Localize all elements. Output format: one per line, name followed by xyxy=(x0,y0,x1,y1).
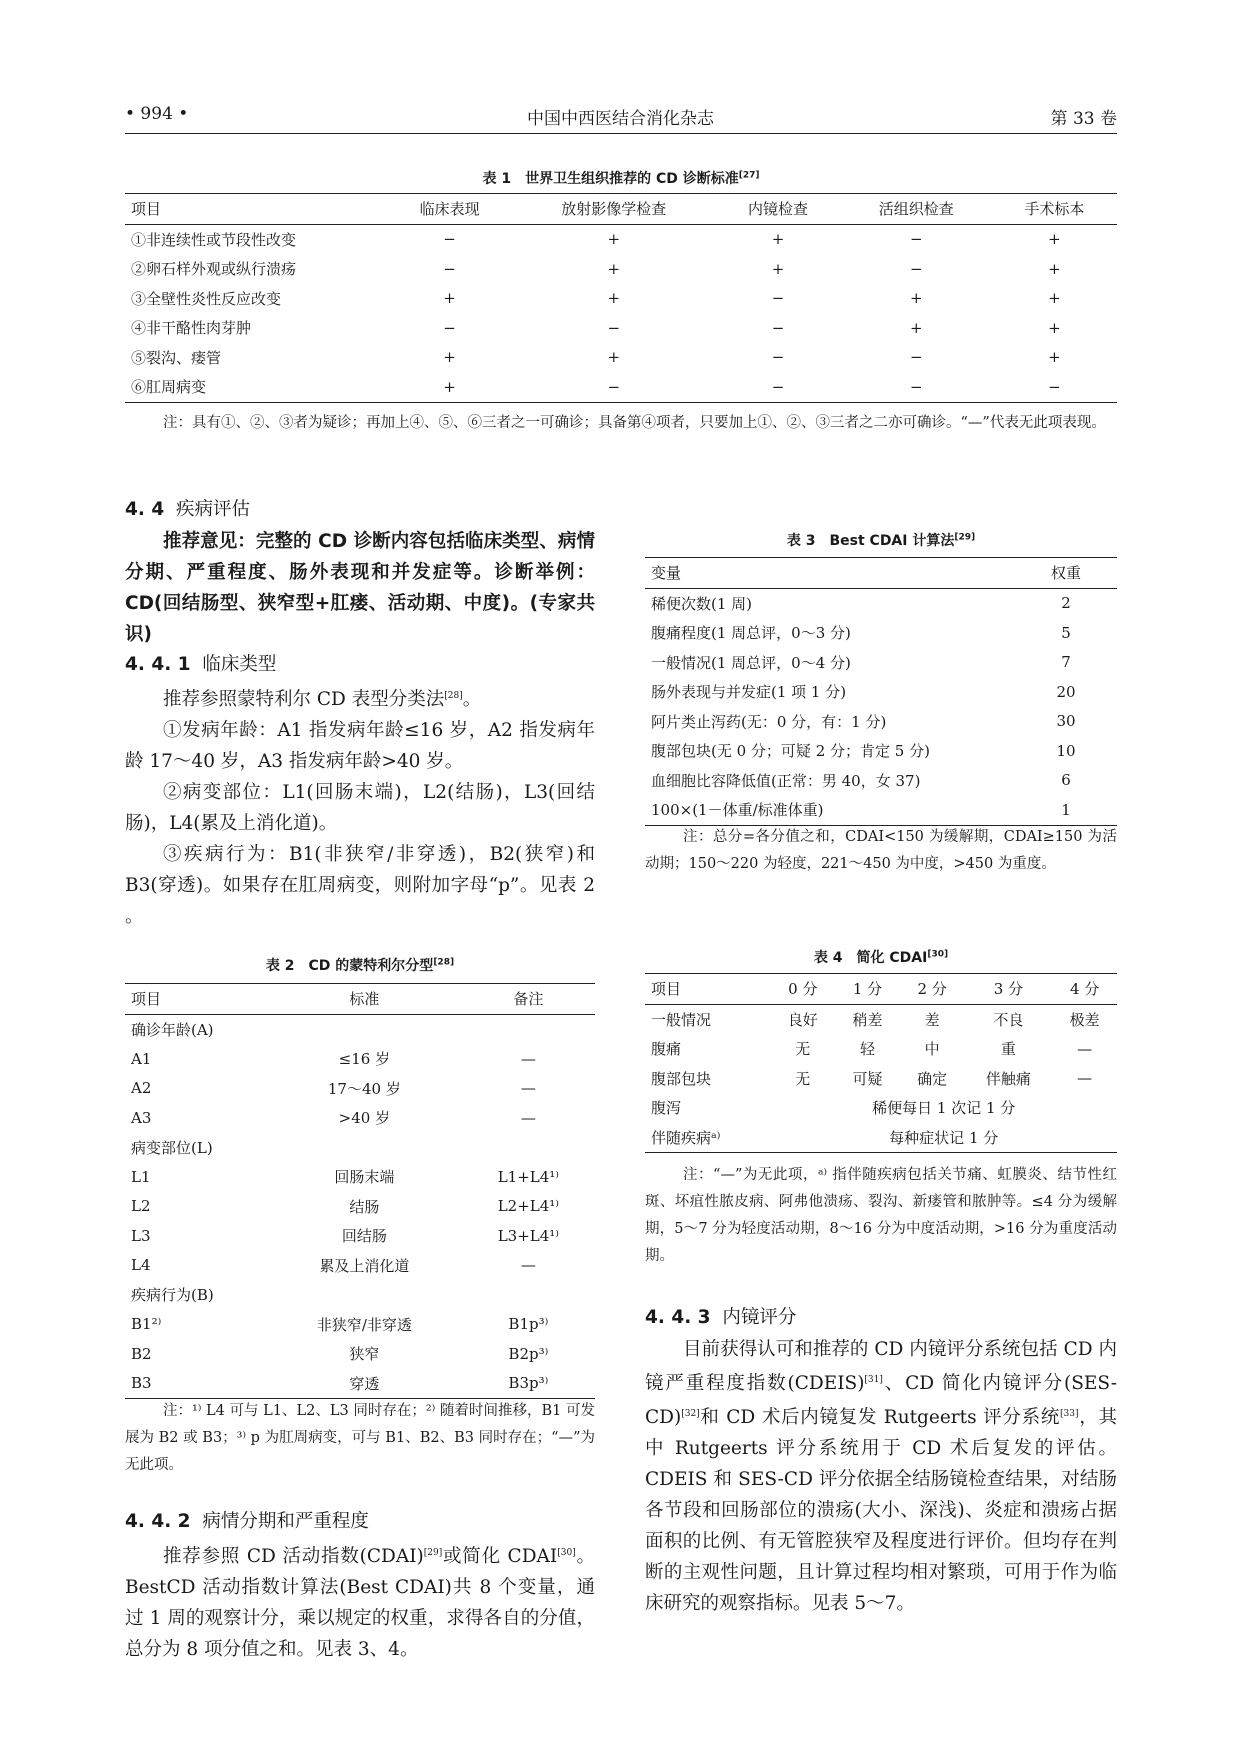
table-cell: 确定 xyxy=(917,1069,948,1088)
table-cell: − xyxy=(771,318,785,337)
table-cell: 疾病行为(B) xyxy=(131,1286,214,1305)
column-header: 标准 xyxy=(267,984,462,1015)
table-cell: — xyxy=(520,1256,536,1275)
column-header: 活组织检查 xyxy=(841,194,992,225)
table-cell: 稀便每日 1 次记 1 分 xyxy=(872,1099,1016,1118)
table-row xyxy=(645,1123,1117,1153)
table-row xyxy=(125,343,1117,373)
table-cell: 腹泻 xyxy=(651,1099,682,1118)
table-cell: − xyxy=(841,372,992,402)
section-4-4-1-body: 推荐参照蒙特利尔 CD 表型分类法[28]。 ①发病年龄：A1 指发病年龄≤16 岁，A2 指发病年龄 17～40 岁，A3 指发病年龄>40 岁。 ②病变部位：L1(回肠末端)，L2(结肠)，L3(回结肠)，L4(累及上消化道)。 ③疾病行为：B1(非狭窄/非穿透)，B2(狭窄)和 B3(穿透)。如果存在肛周病变，则附加字母“p”。见表 2 。 xyxy=(125,689,595,928)
table-row xyxy=(125,284,1117,314)
table-row xyxy=(645,766,1117,796)
table-row xyxy=(125,1192,595,1222)
table-cell: − xyxy=(607,318,621,337)
table-cell: 肠外表现与并发症(1 项 1 分) xyxy=(651,683,847,702)
table-cell: L3+L4¹⁾ xyxy=(497,1226,559,1245)
table-row xyxy=(645,795,1117,825)
table-row xyxy=(645,1064,1117,1094)
table-row xyxy=(645,1093,1117,1123)
table-cell: 17～40 岁 xyxy=(327,1079,401,1098)
table-cell: ⑥肛周病变 xyxy=(125,372,387,402)
table-cell: 无 xyxy=(795,1040,811,1059)
table-row xyxy=(125,1280,595,1310)
table-cell: 重 xyxy=(1000,1040,1016,1059)
table-cell: — xyxy=(520,1108,536,1127)
column-header: 1 分 xyxy=(835,974,900,1005)
table-cell: ≤16 岁 xyxy=(338,1050,391,1069)
table3 xyxy=(645,557,1117,826)
table-cell: 伴随疾病ᵃ⁾ xyxy=(645,1123,770,1153)
table-row xyxy=(125,1103,595,1133)
column-header: 变量 xyxy=(645,558,1015,589)
table-cell: + xyxy=(607,230,621,249)
header-rule xyxy=(125,133,1117,134)
table-cell: 阿片类止泻药(无：0 分，有：1 分) xyxy=(651,712,887,731)
column-header: 4 分 xyxy=(1052,974,1117,1005)
table-cell: − xyxy=(992,372,1117,402)
table-cell: + xyxy=(443,348,456,367)
table-cell: − xyxy=(771,289,785,308)
section-4-4-2-heading: 4. 4. 2 病情分期和严重程度 xyxy=(125,1511,369,1532)
table-cell: A3 xyxy=(131,1108,152,1127)
journal-title: 中国中西医结合消化杂志 xyxy=(527,109,714,129)
table-cell xyxy=(462,1014,595,1044)
table-row xyxy=(125,1221,595,1251)
table-cell: 轻 xyxy=(859,1040,875,1059)
table-cell: A2 xyxy=(131,1079,152,1098)
table-header-row xyxy=(125,194,1117,225)
table-cell: 20 xyxy=(1056,682,1076,701)
table-cell: B3 xyxy=(125,1369,267,1399)
table-row xyxy=(125,1369,595,1399)
table-cell: + xyxy=(607,289,621,308)
table-cell: 7 xyxy=(1061,653,1071,672)
table-cell: 1 xyxy=(1015,795,1117,825)
table-cell: 一般情况(1 周总评，0～4 分) xyxy=(651,653,851,672)
table-cell: 一般情况 xyxy=(651,1010,712,1029)
table-row xyxy=(125,224,1117,254)
table-row xyxy=(125,1044,595,1074)
table-cell: + xyxy=(607,259,621,278)
section-4-4-heading: 4. 4 疾病评估 xyxy=(125,499,250,520)
table-cell: − xyxy=(443,259,456,278)
table-cell: 结肠 xyxy=(349,1197,380,1216)
table-row xyxy=(645,648,1117,678)
table3-note: 注：总分=各分值之和，CDAI<150 为缓解期，CDAI≥150 为活动期；150～220 为轻度，221～450 为中度，>450 为重度。 xyxy=(645,829,1117,872)
table1 xyxy=(125,193,1117,403)
table-cell: 稀便次数(1 周) xyxy=(651,594,753,613)
table-cell: 100×(1－体重/标准体重) xyxy=(645,795,1015,825)
section-4-4-recommendation: 推荐意见：完整的 CD 诊断内容包括临床类型、病情分期、严重程度、肠外表现和并发症等。诊断举例：CD(回结肠型、狭窄型+肛瘘、活动期、中度)。(专家共识) xyxy=(125,531,595,645)
section-4-4-3-body: 目前获得认可和推荐的 CD 内镜评分系统包括 CD 内镜严重程度指数(CDEIS)[31]、CD 简化内镜评分(SES-CD)[32]和 CD 术后内镜复发 Rutgeerts 评分系统[33]，其中 Rutgeerts 评分系统用于 CD 术后复发的评估。CDEIS 和 SES-CD 评分依据全结肠镜检查结果，对结肠各节段和回肠部位的溃疡(大小、深浅)、炎症和溃疡占据面积的比例、有无管腔狭窄及程度进行评价。但均存在判断的主观性问题，且计算过程均相对繁琐，可用于作为临床研究的观察指标。见表 5～7。 xyxy=(645,1339,1117,1615)
table-row xyxy=(645,1004,1117,1034)
column-header: 放射影像学检查 xyxy=(512,194,715,225)
table-cell: — xyxy=(1077,1069,1093,1088)
table4-note: 注：“—”为无此项，ᵃ⁾ 指伴随疾病包括关节痛、虹膜炎、结节性红斑、坏疽性脓皮病、阿弗他溃疡、裂沟、新瘘管和脓肿等。≤4 分为缓解期，5～7 分为轻度活动期，8～16 分为中度活动期，>16 分为重度活动期。 xyxy=(645,1167,1117,1264)
table-cell: 非狭窄/非穿透 xyxy=(316,1315,412,1334)
column-header: 3 分 xyxy=(965,974,1053,1005)
table-cell: B3p³⁾ xyxy=(462,1369,595,1399)
table-cell: − xyxy=(512,372,715,402)
column-header: 项目 xyxy=(125,194,387,225)
table-cell: − xyxy=(443,318,456,337)
table-cell: 腹部包块 xyxy=(651,1069,712,1088)
table-row xyxy=(645,1034,1117,1064)
table-cell: − xyxy=(443,230,456,249)
table-row xyxy=(125,1074,595,1104)
volume-label: 第 33 卷 xyxy=(1050,109,1117,129)
table-cell: ④非干酪性肉芽肿 xyxy=(131,319,252,338)
column-header: 项目 xyxy=(125,984,267,1015)
section-4-4-2-body: 推荐参照 CD 活动指数(CDAI)[29]或简化 CDAI[30]。BestCD 活动指数计算法(Best CDAI)共 8 个变量，通过 1 周的观察计分，乘以规定的权重，求得各自的分值，总分为 8 项分值之和。见表 3、4。 xyxy=(125,1546,595,1661)
column-header: 2 分 xyxy=(900,974,965,1005)
table-row xyxy=(125,372,1117,402)
table-cell: 10 xyxy=(1056,741,1076,760)
table-cell: 稍差 xyxy=(852,1010,883,1029)
table-cell: B1²⁾ xyxy=(131,1315,162,1334)
table-cell: L4 xyxy=(131,1256,151,1275)
table-cell: — xyxy=(520,1049,536,1068)
column-header: 内镜检查 xyxy=(715,194,840,225)
table-header-row xyxy=(645,974,1117,1005)
table-cell: − xyxy=(715,372,840,402)
table-cell: + xyxy=(1048,318,1061,337)
section-4-4-1-heading: 4. 4. 1 临床类型 xyxy=(125,654,277,675)
table-cell: >40 岁 xyxy=(338,1109,391,1128)
table-cell: 中 xyxy=(924,1040,940,1059)
table-header-row xyxy=(645,558,1117,589)
table-cell: A1 xyxy=(131,1049,152,1068)
column-header: 手术标本 xyxy=(992,194,1117,225)
table-cell: + xyxy=(1048,230,1061,249)
table-cell: L3 xyxy=(131,1226,151,1245)
page-number: • 994 • xyxy=(125,104,189,124)
table-cell: 可疑 xyxy=(852,1069,883,1088)
table-row xyxy=(125,1310,595,1340)
table-cell: 确诊年龄(A) xyxy=(131,1020,214,1039)
table-cell: 回肠末端 xyxy=(334,1168,395,1187)
table-cell: 腹痛 xyxy=(651,1040,682,1059)
table4-title: 表 4 简化 CDAI[30] xyxy=(813,949,949,966)
table-cell: − xyxy=(909,348,923,367)
table-cell: 腹部包块(无 0 分；可疑 2 分；肯定 5 分) xyxy=(651,742,930,761)
table-cell: + xyxy=(1048,289,1061,308)
table-cell: + xyxy=(387,372,512,402)
table-cell: 无 xyxy=(795,1069,811,1088)
table1-note: 注：具有①、②、③者为疑诊；再加上④、⑤、⑥三者之一可确诊；具备第④项者，只要加上①、②、③三者之二亦可确诊。“—”代表无此项表现。 xyxy=(163,415,1106,431)
table-cell xyxy=(267,1133,462,1163)
table-cell: L2 xyxy=(131,1197,151,1216)
table1-title: 表 1 世界卫生组织推荐的 CD 诊断标准[27] xyxy=(482,170,760,187)
column-header: 0 分 xyxy=(770,974,835,1005)
table-cell: ⑤裂沟、瘘管 xyxy=(131,348,222,367)
table-cell: 5 xyxy=(1061,623,1071,642)
table-row xyxy=(125,313,1117,343)
table-cell: 腹痛程度(1 周总评，0～3 分) xyxy=(651,624,851,643)
table-cell: ①非连续性或节段性改变 xyxy=(131,230,297,249)
table-cell: 差 xyxy=(924,1010,940,1029)
table-row xyxy=(125,254,1117,284)
table-cell: − xyxy=(909,230,923,249)
table-cell xyxy=(462,1280,595,1310)
column-header: 备注 xyxy=(462,984,595,1015)
table-cell xyxy=(267,1014,462,1044)
table-cell: — xyxy=(1077,1039,1093,1058)
table-cell: 累及上消化道 xyxy=(319,1256,410,1275)
table-cell: 病变部位(L) xyxy=(131,1138,213,1157)
table-cell: + xyxy=(771,259,785,278)
table-cell: L1 xyxy=(131,1167,151,1186)
table-cell: 回结肠 xyxy=(341,1227,387,1246)
table-row xyxy=(125,1014,595,1044)
table-cell: 血细胞比容降低值(正常：男 40，女 37) xyxy=(651,771,921,790)
table-row xyxy=(125,1251,595,1281)
table-cell: 2 xyxy=(1061,594,1071,613)
table-cell: + xyxy=(1048,348,1061,367)
table-row xyxy=(645,707,1117,737)
table-cell: B2p³⁾ xyxy=(508,1344,549,1363)
table-cell: + xyxy=(909,318,923,337)
table-cell: + xyxy=(909,289,923,308)
table2-note: 注：¹⁾ L4 可与 L1、L2、L3 同时存在；²⁾ 随着时间推移，B1 可发展为 B2 或 B3；³⁾ p 为肛周病变，可与 B1、B2、B3 同时存在；“—”为无此项。 xyxy=(125,1403,595,1473)
table-header-row xyxy=(125,984,595,1015)
column-header: 临床表现 xyxy=(387,194,512,225)
table-cell: — xyxy=(520,1079,536,1098)
table-row xyxy=(645,677,1117,707)
table-cell: 伴触痛 xyxy=(985,1069,1031,1088)
table-cell: ②卵石样外观或纵行溃疡 xyxy=(131,260,297,279)
table-cell: B2 xyxy=(131,1344,152,1363)
column-header: 权重 xyxy=(1015,558,1117,589)
column-header: 项目 xyxy=(645,974,770,1005)
table-row xyxy=(125,1133,595,1163)
table-row xyxy=(645,618,1117,648)
table-cell: + xyxy=(771,230,785,249)
table2 xyxy=(125,983,595,1399)
table4 xyxy=(645,973,1117,1153)
table-row xyxy=(125,1339,595,1369)
table-cell: − xyxy=(909,259,923,278)
table-cell: + xyxy=(443,289,456,308)
table-row xyxy=(645,736,1117,766)
table-cell: ③全壁性炎性反应改变 xyxy=(131,289,282,308)
table-cell: B1p³⁾ xyxy=(508,1315,549,1334)
table-cell xyxy=(267,1280,462,1310)
table-cell: 极差 xyxy=(1069,1010,1100,1029)
table-cell: 每种症状记 1 分 xyxy=(770,1123,1117,1153)
table-cell: 狭窄 xyxy=(349,1345,380,1364)
table-cell: 6 xyxy=(1061,771,1071,790)
section-4-4-3-heading: 4. 4. 3 内镜评分 xyxy=(645,1307,797,1328)
table-cell: 30 xyxy=(1056,712,1076,731)
table2-title: 表 2 CD 的蒙特利尔分型[28] xyxy=(265,957,455,974)
table-cell: + xyxy=(607,348,621,367)
table-cell: 不良 xyxy=(993,1010,1024,1029)
table-cell: 良好 xyxy=(787,1010,818,1029)
table-row xyxy=(645,588,1117,618)
table-cell: L1+L4¹⁾ xyxy=(497,1167,559,1186)
table-cell: L2+L4¹⁾ xyxy=(497,1197,559,1216)
table-cell: − xyxy=(771,348,785,367)
table-row xyxy=(125,1162,595,1192)
table-cell xyxy=(462,1133,595,1163)
table3-title: 表 3 Best CDAI 计算法[29] xyxy=(786,532,976,549)
table-cell: 穿透 xyxy=(267,1369,462,1399)
table-cell: + xyxy=(1048,259,1061,278)
